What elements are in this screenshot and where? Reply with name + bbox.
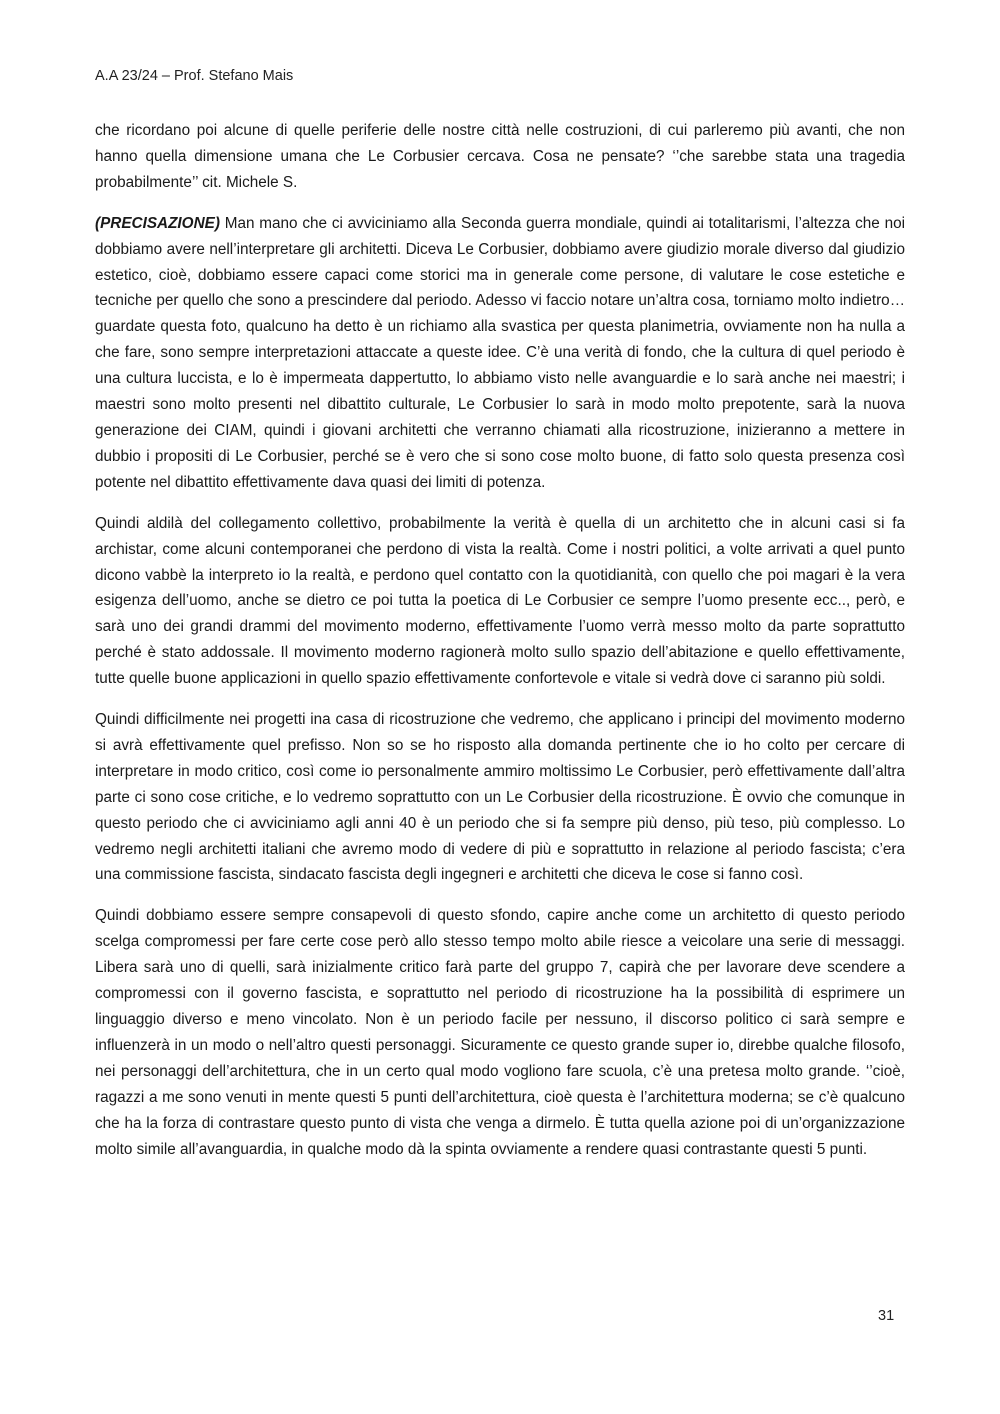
body-text: [95, 118, 905, 1177]
paragraph-2-text: Man mano che ci avviciniamo alla Seconda guerra mondiale, quindi ai totalitarismi, l’altezza che noi dobbiamo avere nell’interpretare gli architetti. Diceva Le Corbusier, dobbiamo avere giudizio morale diverso dal giudizio estetico, cioè, dobbiamo essere capaci come storici ma in generale come persone, di valutare le cose estetiche e tecniche per quello che sono a prescindere dal periodo. Adesso vi faccio notare un’altra cosa, torniamo molto indietro…guardate questa foto, qualcuno ha detto è un richiamo alla svastica per questa planimetria, ovviamente non ha nulla a che fare, sono sempre interpretazioni attaccate a queste idee. C’è una verità di fondo, che la cultura di quel periodo è una cultura luccista, e lo è impermeata dappertutto, lo abbiamo visto nelle avanguardie e lo sarà anche nei maestri; i maestri sono molto presenti nel dibattito culturale, Le Corbusier lo sarà in modo molto prepotente, sarà la nuova generazione dei CIAM, quindi i giovani architetti che verranno chiamati alla ricostruzione, inizieranno a mettere in dubbio i propositi di Le Corbusier, perché se è vero che si sono cose molto buone, di fatto solo questa presenza così potente nel dibattito effettivamente dava quasi dei limiti di potenza.: [95, 214, 905, 491]
paragraph-5-text: Quindi dobbiamo essere sempre consapevoli di questo sfondo, capire anche come un architetto di questo periodo scelga compromessi per fare certe cose però allo stesso tempo molto abile riesce a veicolare una serie di messaggi. Libera sarà uno di quelli, sarà inizialmente critico farà parte del gruppo 7, capirà che per lavorare deve scendere a compromessi con il governo fascista, e soprattutto nel periodo di ricostruzione ha la possibilità di esprimere un linguaggio diverso e meno vincolato. Non è un periodo facile per nessuno, il discorso politico ci sarà sempre e influenzerà in un modo o nell’altro questi personaggi. Sicuramente ce questo grande super io, direbbe qualche filosofo, nei personaggi dell’architettura, che in un certo qual modo vogliono fare scuola, c’è una pretesa molto grande. ‘’cioè, ragazzi a me sono venuti in mente questi 5 punti dell’architettura, cioè questa è l’architettura moderna; se c’è qualcuno che ha la forza di contrastare questo punto di vista che venga a dirmelo. È tutta quella azione poi di un’organizzazione molto simile all’avanguardia, in qualche modo dà la spinta ovviamente a rendere quasi contrastante questi 5 punti.: [95, 907, 905, 1158]
page-number: 31: [878, 1308, 895, 1324]
paragraph-4: [95, 707, 905, 888]
paragraph-1-text: che ricordano poi alcune di quelle periferie delle nostre città nelle costruzioni, di cui parleremo più avanti, che non hanno quella dimensione umana che Le Corbusier cercava. Cosa ne pensate? ‘’che sarebbe stata una tragedia probabilmente’’ cit. Michele S.: [95, 122, 905, 191]
paragraph-3-text: Quindi aldilà del collegamento collettivo, probabilmente la verità è quella di un architetto che in alcuni casi si fa archistar, come alcuni contemporanei che perdono di vista la realtà. Come i nostri politici, a volte arrivati a quel punto dicono vabbè la interpreto io la realtà, e perdono quel contatto con la quotidianità, con quello che poi magari è la vera esigenza dell’uomo, anche se dietro ce poi tutta la poetica di Le Corbusier ce sempre l’uomo presente ecc.., però, e sarà uno dei grandi drammi del movimento moderno, effettivamente l’uomo verrà messo molto da parte soprattutto perché è stato addossale. Il movimento moderno ragionerà molto sullo spazio dell’abitazione e quello effettivamente, tutte quelle buone applicazioni in quello spazio effettivamente confortevole e vitale si vedrà dove ci saranno più soldi.: [95, 514, 905, 688]
paragraph-2-lead: (PRECISAZIONE): [95, 214, 220, 232]
paragraph-2: [95, 211, 905, 496]
running-header: A.A 23/24 – Prof. Stefano Mais: [95, 68, 294, 84]
paragraph-3: [95, 511, 905, 692]
paragraph-5: [95, 903, 905, 1162]
paragraph-1: [95, 118, 905, 196]
paragraph-4-text: Quindi difficilmente nei progetti ina casa di ricostruzione che vedremo, che applicano i principi del movimento moderno si avrà effettivamente quel prefisso. Non so se ho risposto alla domanda pertinente che io ho colto per cercare di interpretare in modo critico, così come io personalmente ammiro moltissimo Le Corbusier, però effettivamente dall’altra parte ci sono cose critiche, e lo vedremo soprattutto con un Le Corbusier della ricostruzione. È ovvio che comunque in questo periodo che ci avviciniamo agli anni 40 è un periodo che si fa sempre più denso, più teso, più complesso. Lo vedremo negli architetti italiani che avremo modo di vedere di più e soprattutto in relazione al periodo fascista; c’era una commissione fascista, sindacato fascista degli ingegneri e architetti che diceva le cose si fanno così.: [95, 711, 905, 884]
